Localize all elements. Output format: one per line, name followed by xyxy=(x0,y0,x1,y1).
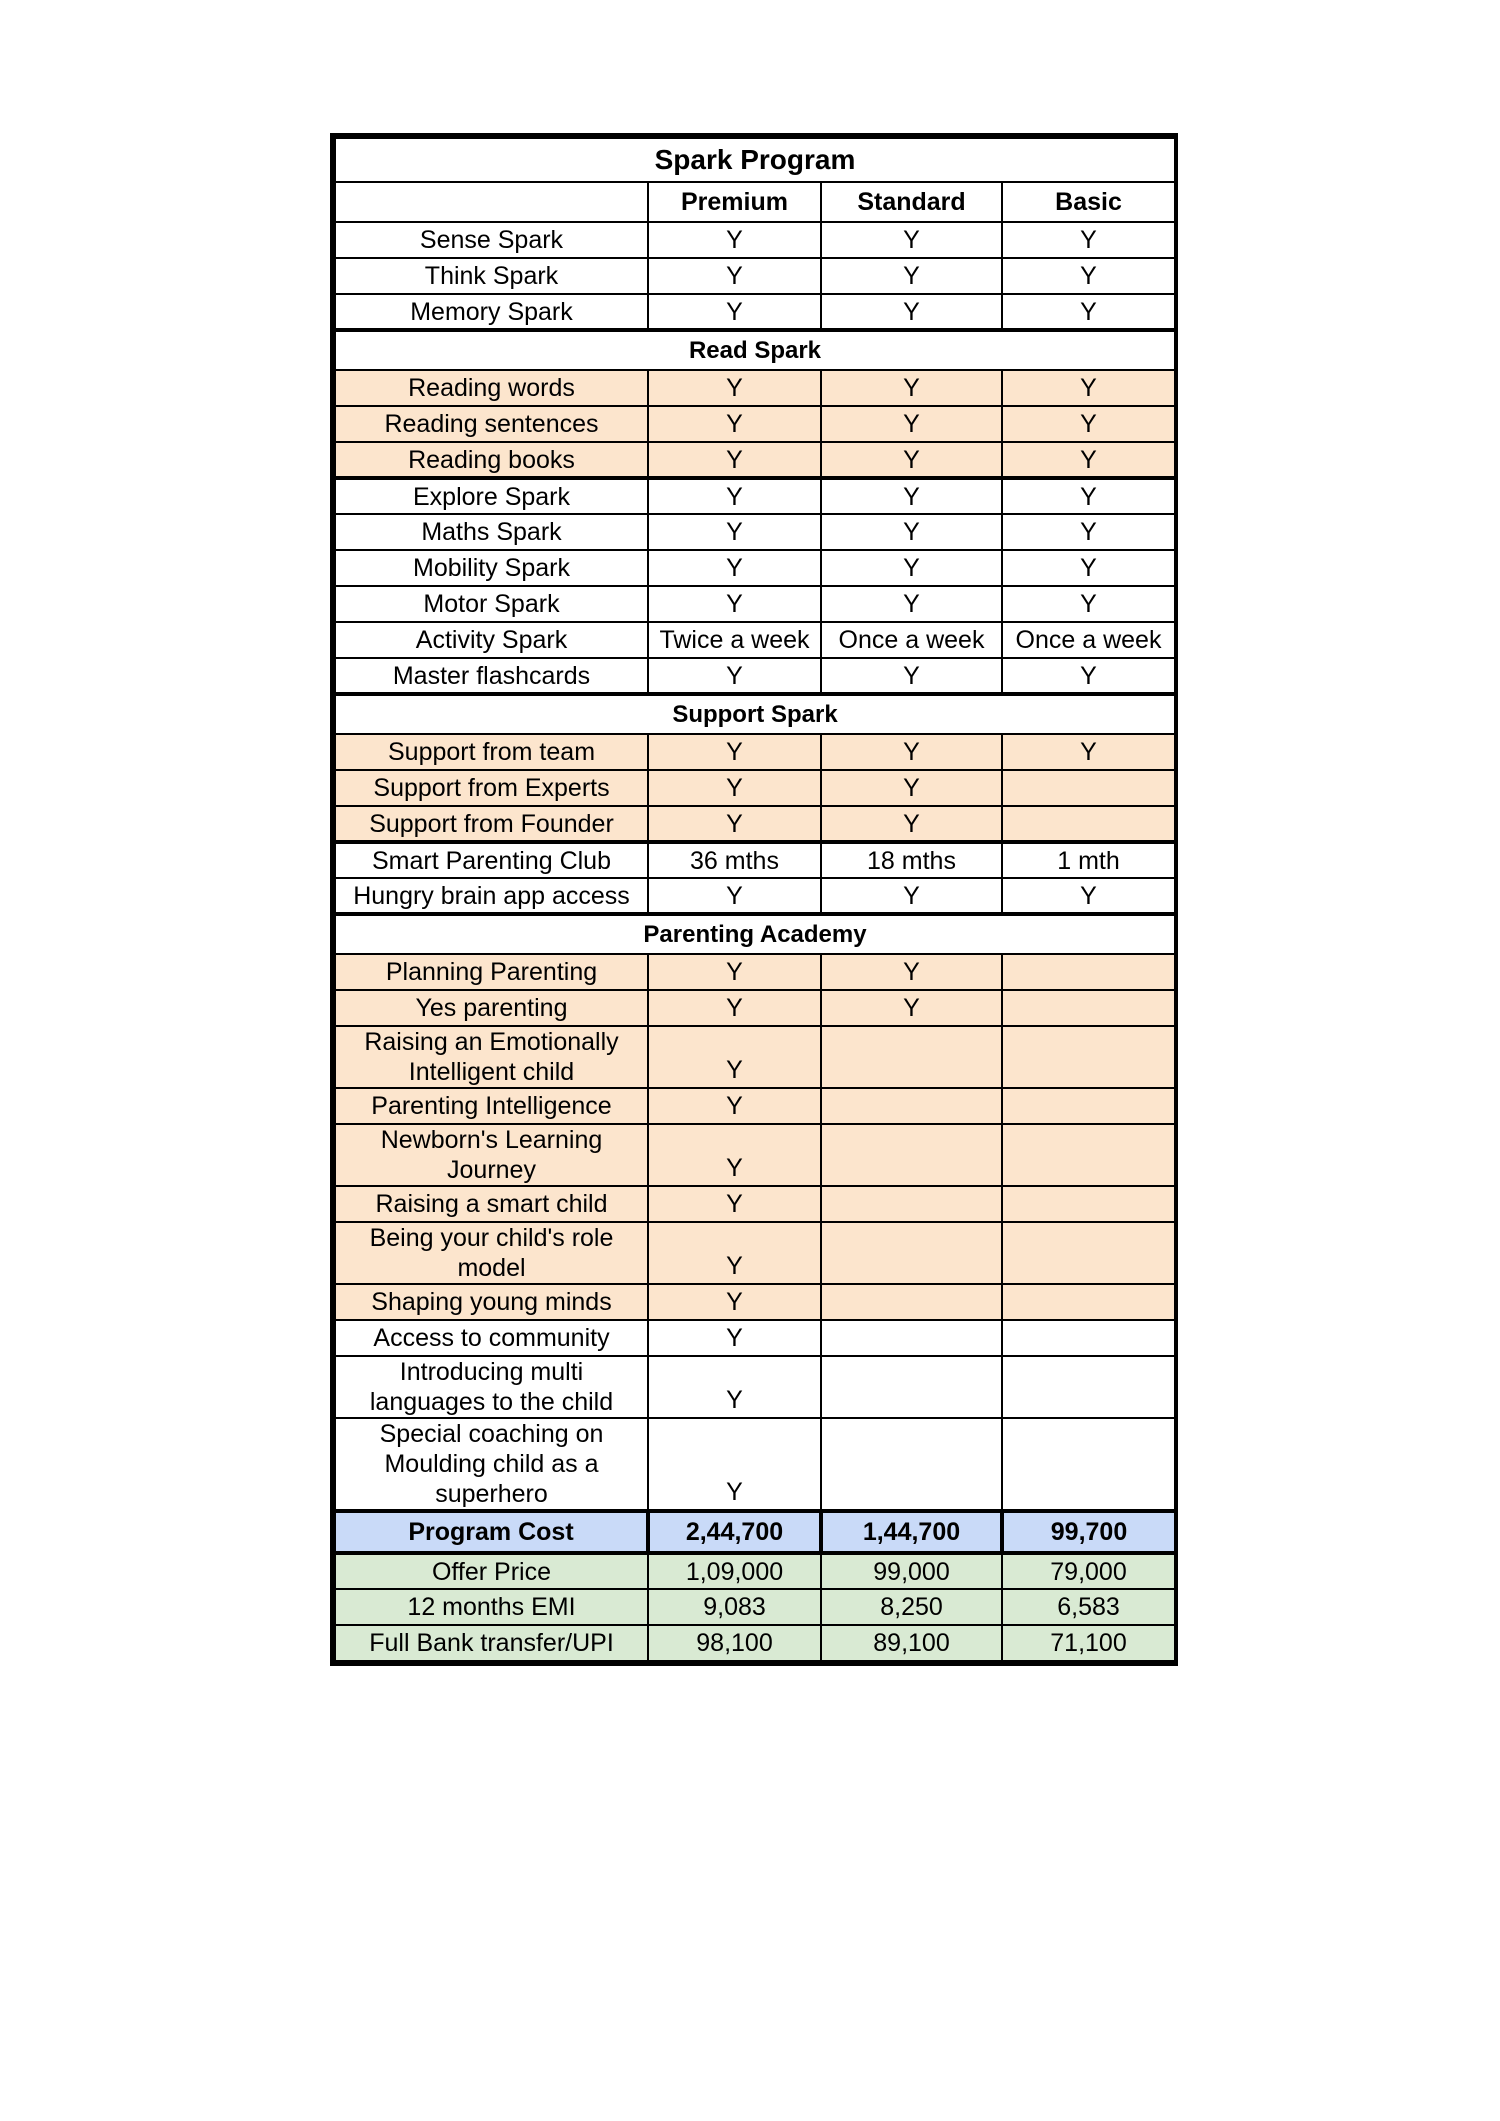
feature-label: Master flashcards xyxy=(335,658,648,694)
feature-value-premium: Y xyxy=(648,586,821,622)
program-cost-label: Program Cost xyxy=(335,1511,648,1553)
feature-row xyxy=(335,370,1175,406)
section-row-parenting-academy xyxy=(335,914,1175,954)
feature-row xyxy=(335,622,1175,658)
plan-header-standard: Standard xyxy=(821,182,1002,222)
feature-row xyxy=(335,586,1175,622)
feature-value-standard: Once a week xyxy=(821,622,1002,658)
feature-row xyxy=(335,658,1175,694)
feature-label: Motor Spark xyxy=(335,586,648,622)
feature-row xyxy=(335,806,1175,842)
feature-row xyxy=(335,1418,1175,1511)
feature-value-standard xyxy=(821,1026,1002,1088)
feature-row xyxy=(335,294,1175,330)
feature-value-basic: Y xyxy=(1002,222,1175,258)
feature-row xyxy=(335,258,1175,294)
feature-value-standard: Y xyxy=(821,770,1002,806)
feature-label: Raising a smart child xyxy=(335,1186,648,1222)
section-row-read-spark xyxy=(335,330,1175,370)
feature-label: Support from Founder xyxy=(335,806,648,842)
feature-row xyxy=(335,770,1175,806)
feature-row xyxy=(335,550,1175,586)
feature-label: Activity Spark xyxy=(335,622,648,658)
feature-row xyxy=(335,514,1175,550)
feature-value-basic xyxy=(1002,954,1175,990)
offer-price-basic: 79,000 xyxy=(1002,1553,1175,1589)
feature-value-standard xyxy=(821,1356,1002,1418)
feature-row xyxy=(335,406,1175,442)
feature-label: Planning Parenting xyxy=(335,954,648,990)
feature-value-premium: Y xyxy=(648,514,821,550)
feature-value-basic xyxy=(1002,990,1175,1026)
feature-value-standard xyxy=(821,1418,1002,1511)
feature-value-premium: Y xyxy=(648,294,821,330)
emi-row xyxy=(335,1589,1175,1625)
section-heading-read-spark: Read Spark xyxy=(335,330,1175,370)
feature-row xyxy=(335,1186,1175,1222)
feature-value-premium: Y xyxy=(648,734,821,770)
feature-row xyxy=(335,878,1175,914)
bank-transfer-basic: 71,100 xyxy=(1002,1625,1175,1661)
feature-row xyxy=(335,954,1175,990)
feature-value-premium: Y xyxy=(648,406,821,442)
offer-price-label: Offer Price xyxy=(335,1553,648,1589)
feature-label: Being your child's role model xyxy=(335,1222,648,1284)
bank-transfer-premium: 98,100 xyxy=(648,1625,821,1661)
feature-value-premium: Y xyxy=(648,550,821,586)
feature-value-standard: Y xyxy=(821,734,1002,770)
section-row-support-spark xyxy=(335,694,1175,734)
feature-value-standard: Y xyxy=(821,878,1002,914)
program-cost-premium: 2,44,700 xyxy=(648,1511,821,1553)
feature-value-basic: Y xyxy=(1002,478,1175,514)
feature-value-premium: Y xyxy=(648,806,821,842)
feature-label: Think Spark xyxy=(335,258,648,294)
feature-label: Reading sentences xyxy=(335,406,648,442)
feature-value-standard: Y xyxy=(821,658,1002,694)
offer-price-premium: 1,09,000 xyxy=(648,1553,821,1589)
feature-value-premium: Y xyxy=(648,258,821,294)
feature-value-standard: Y xyxy=(821,406,1002,442)
feature-value-basic: Y xyxy=(1002,258,1175,294)
feature-label: Support from Experts xyxy=(335,770,648,806)
plan-header-row xyxy=(335,182,1175,222)
feature-value-basic xyxy=(1002,1284,1175,1320)
feature-label: Mobility Spark xyxy=(335,550,648,586)
feature-value-basic xyxy=(1002,770,1175,806)
feature-row xyxy=(335,1124,1175,1186)
feature-row xyxy=(335,1088,1175,1124)
feature-value-standard: Y xyxy=(821,370,1002,406)
feature-label: Support from team xyxy=(335,734,648,770)
feature-value-standard: Y xyxy=(821,442,1002,478)
feature-row xyxy=(335,990,1175,1026)
feature-value-premium: Y xyxy=(648,658,821,694)
feature-value-premium: Y xyxy=(648,954,821,990)
feature-value-basic xyxy=(1002,1356,1175,1418)
feature-value-basic xyxy=(1002,1222,1175,1284)
feature-value-standard: Y xyxy=(821,806,1002,842)
feature-value-basic: Y xyxy=(1002,370,1175,406)
feature-value-basic: Y xyxy=(1002,406,1175,442)
feature-value-standard xyxy=(821,1222,1002,1284)
feature-value-basic: Y xyxy=(1002,294,1175,330)
feature-value-standard xyxy=(821,1124,1002,1186)
feature-value-standard: 18 mths xyxy=(821,842,1002,878)
feature-value-standard: Y xyxy=(821,586,1002,622)
feature-value-premium: Y xyxy=(648,1418,821,1511)
feature-label: Introducing multi languages to the child xyxy=(335,1356,648,1418)
feature-value-premium: Y xyxy=(648,222,821,258)
feature-value-basic: Y xyxy=(1002,442,1175,478)
bank-transfer-label: Full Bank transfer/UPI xyxy=(335,1625,648,1661)
emi-label: 12 months EMI xyxy=(335,1589,648,1625)
feature-row xyxy=(335,842,1175,878)
table-title: Spark Program xyxy=(335,138,1175,182)
emi-standard: 8,250 xyxy=(821,1589,1002,1625)
feature-value-premium: 36 mths xyxy=(648,842,821,878)
bank-transfer-standard: 89,100 xyxy=(821,1625,1002,1661)
feature-value-basic xyxy=(1002,1186,1175,1222)
feature-row xyxy=(335,1356,1175,1418)
feature-label: Reading words xyxy=(335,370,648,406)
feature-row xyxy=(335,734,1175,770)
table-title-row xyxy=(335,138,1175,182)
feature-value-premium: Twice a week xyxy=(648,622,821,658)
feature-value-basic xyxy=(1002,1088,1175,1124)
offer-price-standard: 99,000 xyxy=(821,1553,1002,1589)
feature-label: Access to community xyxy=(335,1320,648,1356)
program-cost-row xyxy=(335,1511,1175,1553)
feature-label: Hungry brain app access xyxy=(335,878,648,914)
feature-value-basic: Y xyxy=(1002,550,1175,586)
feature-label: Yes parenting xyxy=(335,990,648,1026)
feature-row xyxy=(335,222,1175,258)
feature-row xyxy=(335,1284,1175,1320)
feature-value-premium: Y xyxy=(648,1026,821,1088)
feature-value-standard: Y xyxy=(821,478,1002,514)
feature-value-premium: Y xyxy=(648,1124,821,1186)
feature-value-standard xyxy=(821,1186,1002,1222)
feature-value-basic: Once a week xyxy=(1002,622,1175,658)
feature-value-premium: Y xyxy=(648,1186,821,1222)
feature-value-basic xyxy=(1002,1026,1175,1088)
feature-row xyxy=(335,478,1175,514)
feature-label: Shaping young minds xyxy=(335,1284,648,1320)
emi-basic: 6,583 xyxy=(1002,1589,1175,1625)
feature-row xyxy=(335,1320,1175,1356)
feature-label: Maths Spark xyxy=(335,514,648,550)
emi-premium: 9,083 xyxy=(648,1589,821,1625)
offer-price-row xyxy=(335,1553,1175,1589)
feature-value-premium: Y xyxy=(648,770,821,806)
feature-value-premium: Y xyxy=(648,442,821,478)
section-heading-parenting-academy: Parenting Academy xyxy=(335,914,1175,954)
feature-value-basic xyxy=(1002,1124,1175,1186)
bank-transfer-row xyxy=(335,1625,1175,1661)
feature-value-basic xyxy=(1002,806,1175,842)
feature-value-premium: Y xyxy=(648,1088,821,1124)
feature-value-premium: Y xyxy=(648,478,821,514)
feature-row xyxy=(335,1026,1175,1088)
feature-value-premium: Y xyxy=(648,1320,821,1356)
feature-value-basic: Y xyxy=(1002,878,1175,914)
feature-value-standard xyxy=(821,1088,1002,1124)
feature-value-basic: Y xyxy=(1002,514,1175,550)
feature-value-standard: Y xyxy=(821,294,1002,330)
spark-program-table xyxy=(330,133,1178,1666)
feature-value-standard xyxy=(821,1320,1002,1356)
feature-value-basic: Y xyxy=(1002,734,1175,770)
feature-row xyxy=(335,442,1175,478)
feature-label: Memory Spark xyxy=(335,294,648,330)
feature-value-premium: Y xyxy=(648,1222,821,1284)
feature-value-standard: Y xyxy=(821,990,1002,1026)
feature-value-premium: Y xyxy=(648,878,821,914)
feature-label: Reading books xyxy=(335,442,648,478)
feature-label: Sense Spark xyxy=(335,222,648,258)
feature-label: Newborn's Learning Journey xyxy=(335,1124,648,1186)
feature-value-standard: Y xyxy=(821,258,1002,294)
feature-label: Smart Parenting Club xyxy=(335,842,648,878)
feature-value-standard xyxy=(821,1284,1002,1320)
program-cost-basic: 99,700 xyxy=(1002,1511,1175,1553)
feature-value-premium: Y xyxy=(648,990,821,1026)
feature-value-premium: Y xyxy=(648,1284,821,1320)
feature-value-premium: Y xyxy=(648,370,821,406)
feature-value-premium: Y xyxy=(648,1356,821,1418)
feature-label: Raising an Emotionally Intelligent child xyxy=(335,1026,648,1088)
plan-header-premium: Premium xyxy=(648,182,821,222)
feature-value-basic: Y xyxy=(1002,586,1175,622)
feature-value-basic: 1 mth xyxy=(1002,842,1175,878)
feature-label: Special coaching on Moulding child as a superhero xyxy=(335,1418,648,1511)
section-heading-support-spark: Support Spark xyxy=(335,694,1175,734)
feature-value-basic: Y xyxy=(1002,658,1175,694)
feature-label: Parenting Intelligence xyxy=(335,1088,648,1124)
program-cost-standard: 1,44,700 xyxy=(821,1511,1002,1553)
feature-value-standard: Y xyxy=(821,222,1002,258)
header-empty-cell xyxy=(335,182,648,222)
feature-value-standard: Y xyxy=(821,954,1002,990)
feature-label: Explore Spark xyxy=(335,478,648,514)
feature-value-basic xyxy=(1002,1418,1175,1511)
feature-value-standard: Y xyxy=(821,550,1002,586)
plan-header-basic: Basic xyxy=(1002,182,1175,222)
feature-value-standard: Y xyxy=(821,514,1002,550)
feature-value-basic xyxy=(1002,1320,1175,1356)
feature-row xyxy=(335,1222,1175,1284)
